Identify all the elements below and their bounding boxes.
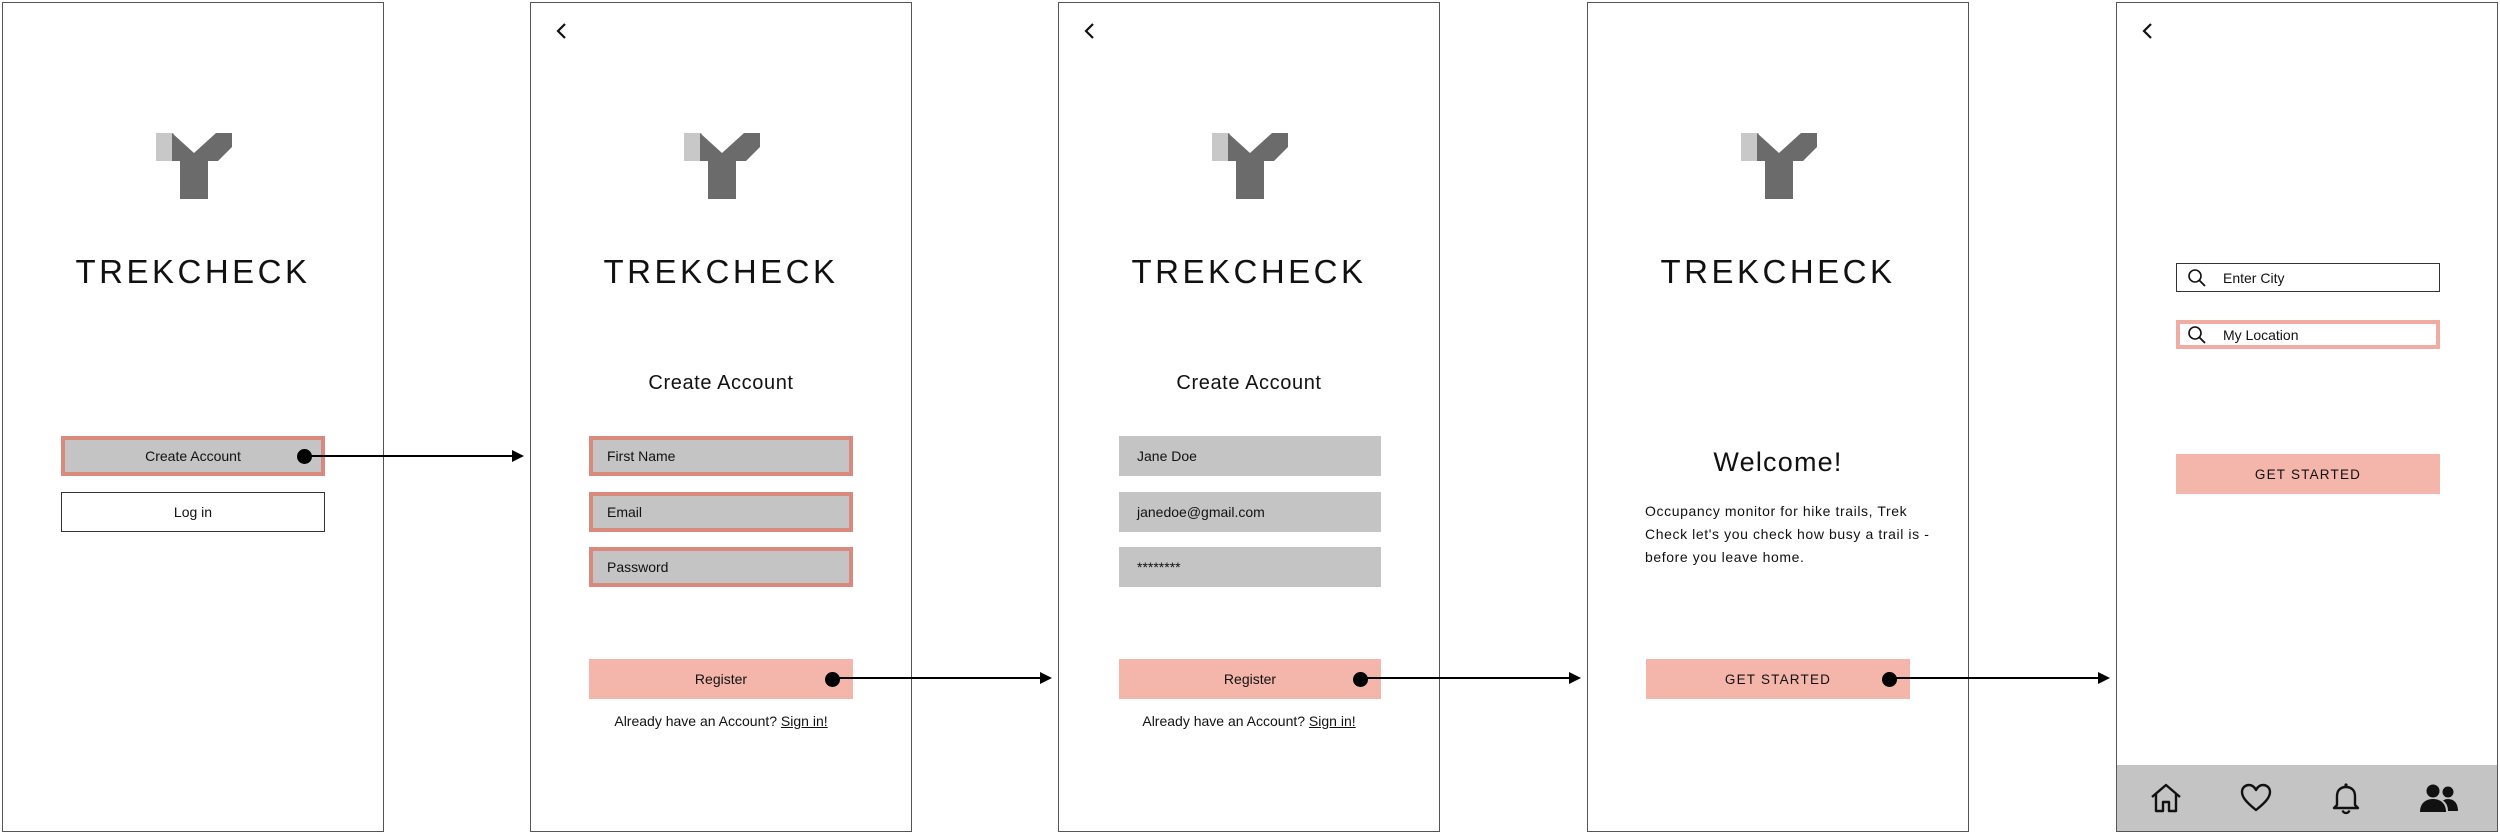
screen-register-filled <box>1058 2 1440 832</box>
register-button[interactable] <box>1119 659 1381 699</box>
screen-register-empty <box>530 2 912 832</box>
get-started-button[interactable] <box>1646 659 1910 699</box>
signin-text: Already have an Account? <box>614 713 778 729</box>
email-field[interactable] <box>589 492 853 532</box>
heart-icon[interactable] <box>2239 781 2273 815</box>
page-heading: Create Account <box>648 372 794 394</box>
flow-connector-dot <box>1882 672 1897 687</box>
location-value: My Location <box>2223 326 2299 343</box>
back-chevron-icon[interactable] <box>553 19 573 43</box>
get-started-button[interactable] <box>2176 454 2440 494</box>
brand-title: TREKCHECK <box>75 253 311 290</box>
screen-welcome <box>1587 2 1969 832</box>
back-chevron-icon[interactable] <box>1081 19 1101 43</box>
email-placeholder: Email <box>607 504 643 520</box>
home-icon[interactable] <box>2149 781 2183 815</box>
register-button[interactable] <box>589 659 853 699</box>
signin-link[interactable]: Sign in! <box>1308 713 1356 729</box>
create-account-label: Create Account <box>145 448 241 464</box>
brand-title: TREKCHECK <box>603 253 839 290</box>
name-field[interactable] <box>1119 436 1381 476</box>
people-icon[interactable] <box>2419 781 2459 815</box>
first-name-placeholder: First Name <box>607 448 676 464</box>
page-heading: Create Account <box>1176 372 1322 394</box>
flow-connector-dot <box>297 449 312 464</box>
search-icon <box>2187 268 2207 288</box>
get-started-label: GET STARTED <box>1724 671 1832 687</box>
password-field[interactable] <box>1119 547 1381 587</box>
trekcheck-logo <box>1212 133 1288 199</box>
screen-start <box>2 2 384 832</box>
password-placeholder: Password <box>607 559 669 575</box>
get-started-label: GET STARTED <box>2254 466 2362 482</box>
flow-connector-dot <box>825 672 840 687</box>
login-label: Log in <box>173 504 213 520</box>
create-account-button[interactable] <box>61 436 325 476</box>
brand-title: TREKCHECK <box>1660 253 1896 290</box>
email-value: janedoe@gmail.com <box>1137 504 1265 520</box>
location-search-box[interactable] <box>2176 320 2440 349</box>
search-icon <box>2187 325 2207 345</box>
login-button[interactable] <box>61 492 325 532</box>
signin-text: Already have an Account? <box>1142 713 1306 729</box>
city-search-box[interactable] <box>2176 263 2440 292</box>
welcome-title: Welcome! <box>1713 447 1843 477</box>
signin-prompt <box>1059 713 1439 729</box>
password-value: ******** <box>1137 559 1181 575</box>
trekcheck-logo <box>156 133 232 199</box>
signin-prompt <box>531 713 911 729</box>
signin-link[interactable]: Sign in! <box>780 713 828 729</box>
first-name-field[interactable] <box>589 436 853 476</box>
trekcheck-logo <box>684 133 760 199</box>
screen-location <box>2116 2 2498 832</box>
password-field[interactable] <box>589 547 853 587</box>
welcome-description: Occupancy monitor for hike trails, Trek Check let's you check how busy a trail is - before you leave home. <box>1645 503 1930 565</box>
register-label: Register <box>694 671 748 687</box>
flow-connector-dot <box>1353 672 1368 687</box>
name-value: Jane Doe <box>1137 448 1197 464</box>
trekcheck-logo <box>1741 133 1817 199</box>
city-search-input[interactable] <box>2223 270 2423 286</box>
back-chevron-icon[interactable] <box>2139 19 2159 43</box>
email-field[interactable] <box>1119 492 1381 532</box>
register-label: Register <box>1223 671 1277 687</box>
bell-icon[interactable] <box>2329 781 2363 815</box>
bottom-nav-bar <box>2117 765 2497 831</box>
brand-title: TREKCHECK <box>1131 253 1367 290</box>
